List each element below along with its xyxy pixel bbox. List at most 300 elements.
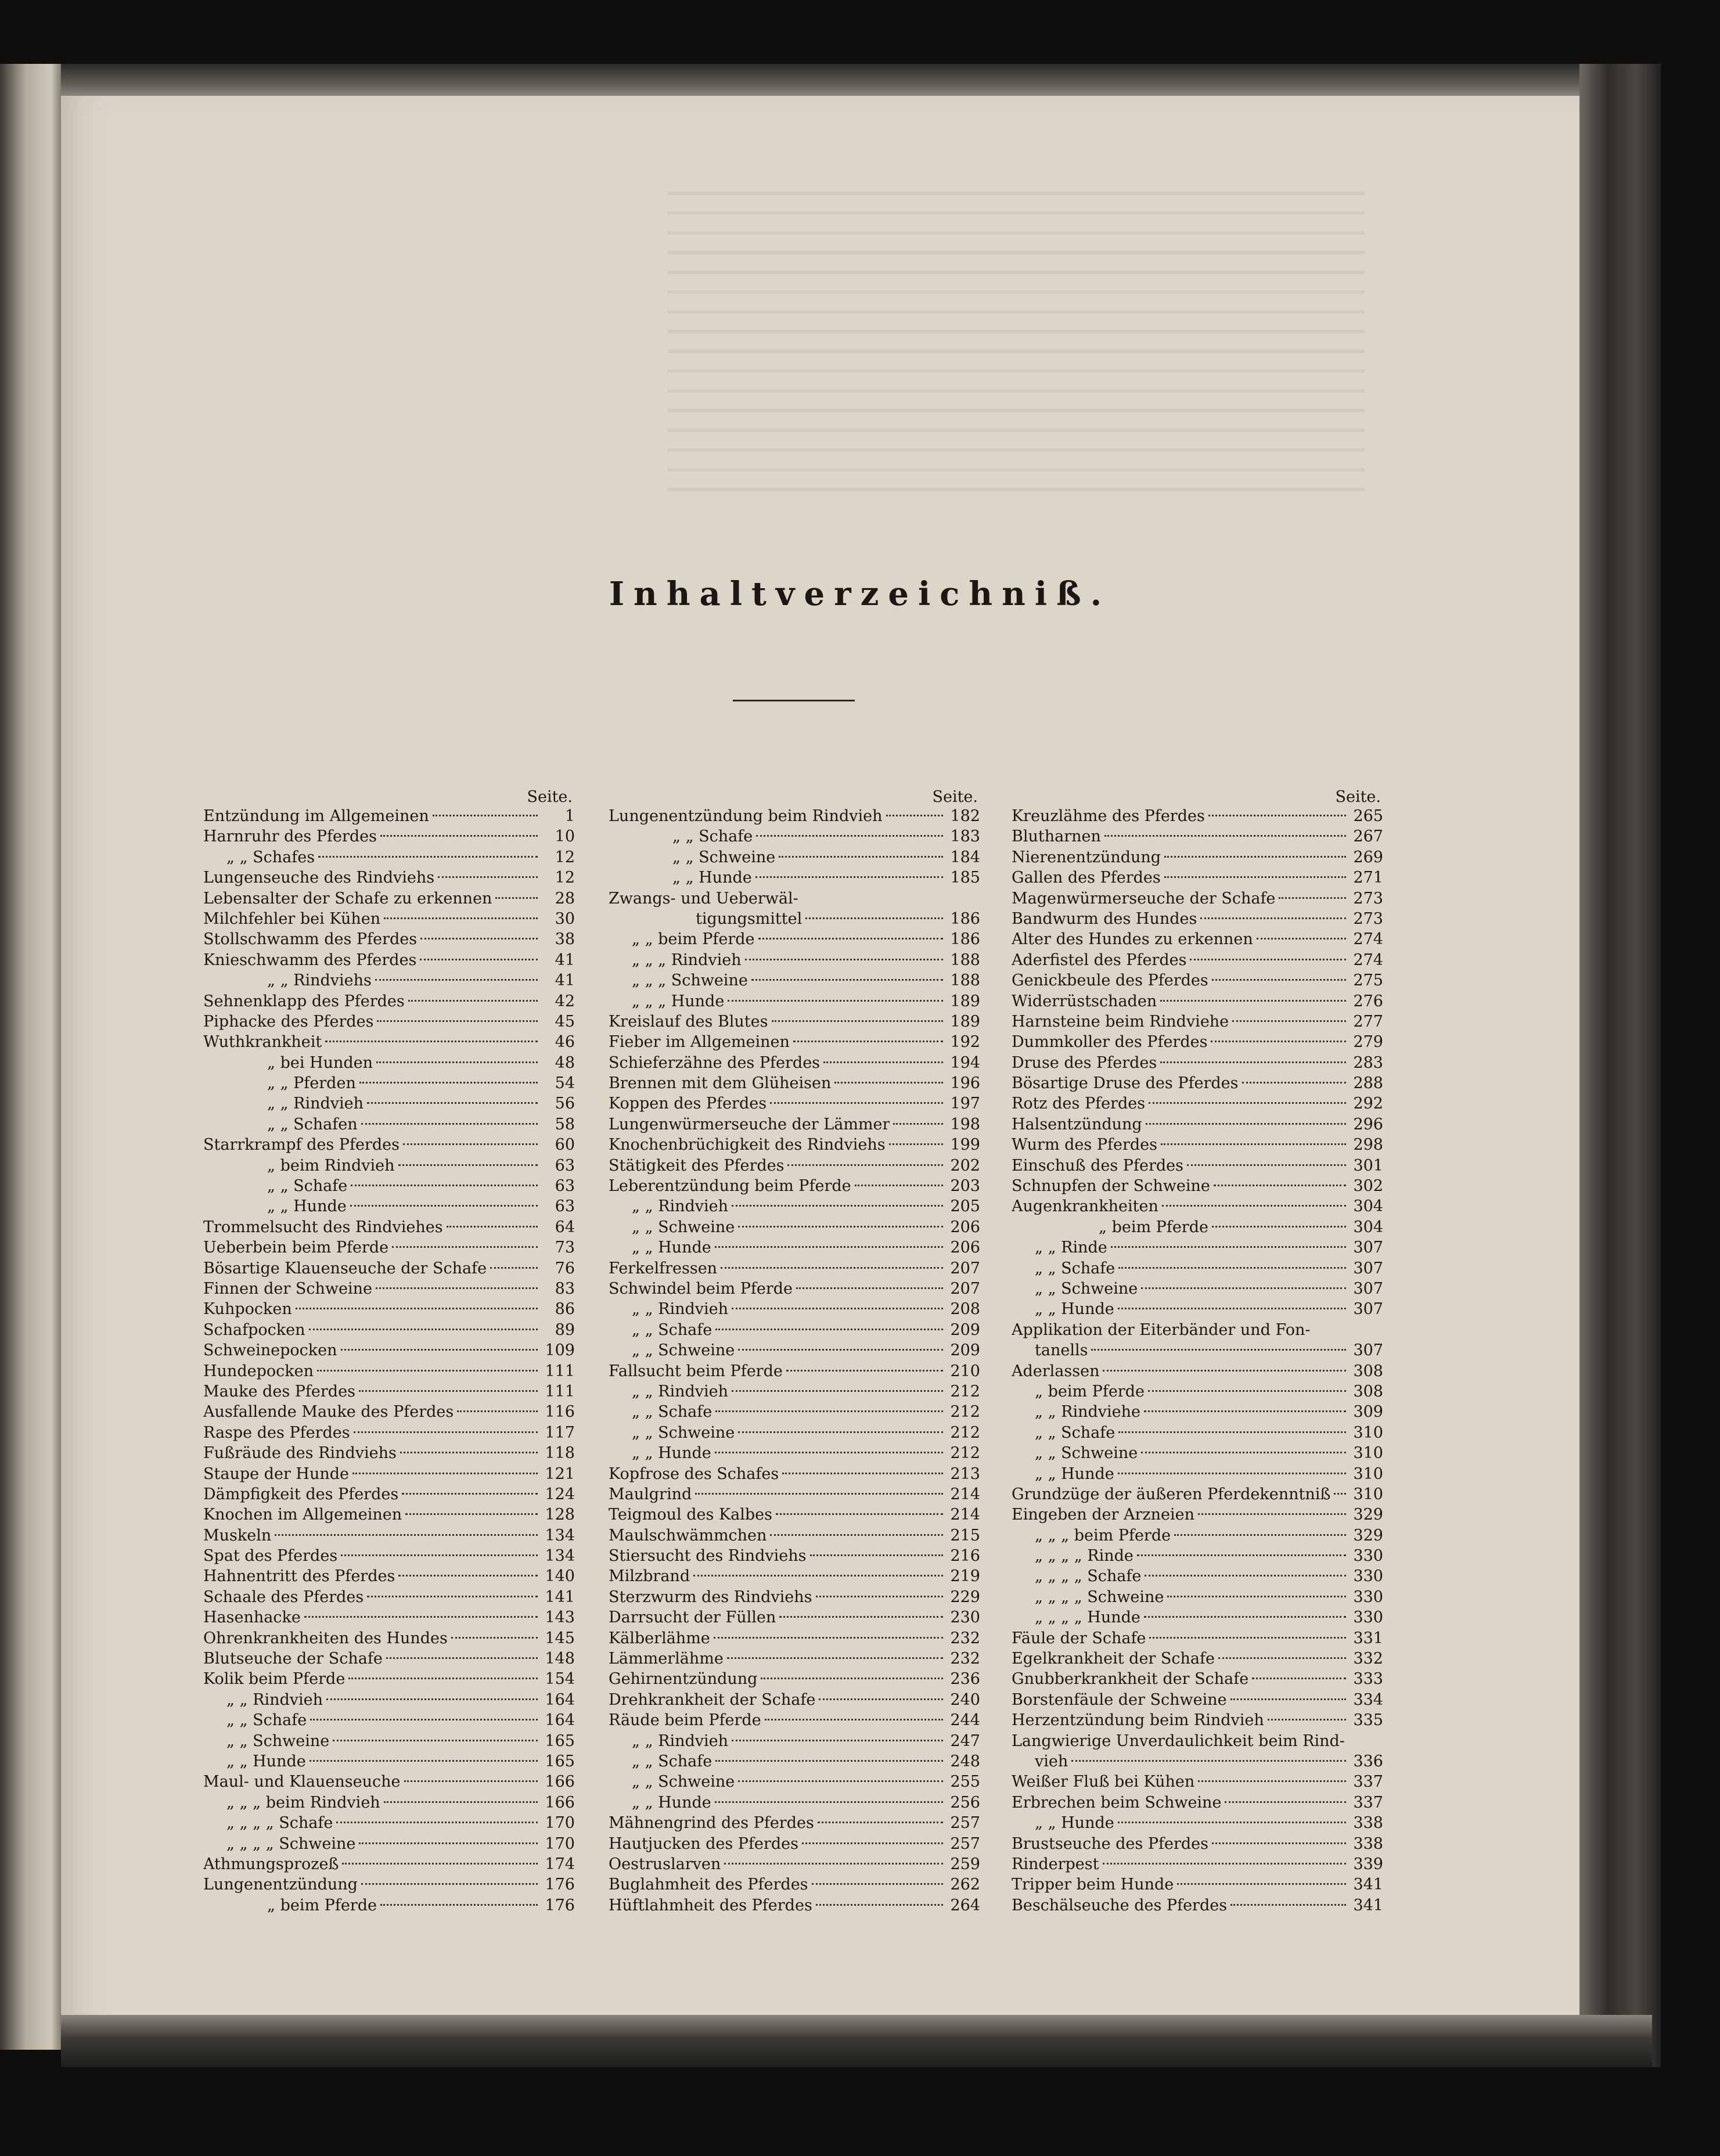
toc-entry-page: 274 bbox=[1353, 951, 1383, 969]
dot-leader bbox=[1160, 1000, 1346, 1002]
toc-entry-label: „ „ Hunde bbox=[632, 1239, 711, 1257]
toc-entry bbox=[203, 1073, 575, 1093]
toc-entry-page: 174 bbox=[545, 1855, 575, 1873]
toc-entry bbox=[609, 1381, 980, 1402]
dot-leader bbox=[1118, 1308, 1346, 1309]
toc-entry-page: 124 bbox=[545, 1485, 575, 1503]
toc-entry bbox=[1012, 1649, 1383, 1669]
toc-entry-label: Gallen des Pferdes bbox=[1012, 869, 1161, 887]
toc-entry-label: Spat des Pferdes bbox=[203, 1547, 338, 1565]
toc-entry-label: „ beim Rindvieh bbox=[267, 1156, 395, 1175]
toc-entry-label: Knochenbrüchigkeit des Rindviehs bbox=[609, 1136, 886, 1154]
toc-entry bbox=[203, 1525, 575, 1546]
toc-entry-label: „ „ Rindviehe bbox=[1035, 1403, 1141, 1421]
toc-entry bbox=[609, 1176, 980, 1196]
toc-entry-page: 274 bbox=[1353, 930, 1383, 949]
dot-leader bbox=[805, 917, 943, 919]
toc-entry-page: 309 bbox=[1353, 1403, 1383, 1421]
toc-entry bbox=[609, 868, 980, 888]
dot-leader bbox=[420, 959, 538, 960]
toc-entry-label: „ „ Schafe bbox=[226, 1711, 307, 1730]
toc-entry bbox=[609, 1012, 980, 1032]
toc-entry bbox=[609, 1093, 980, 1114]
toc-entry bbox=[1012, 1874, 1383, 1895]
toc-entry-page: 206 bbox=[950, 1218, 980, 1236]
dot-leader bbox=[1268, 1719, 1346, 1721]
dot-leader bbox=[1212, 979, 1346, 981]
toc-entry bbox=[609, 1607, 980, 1628]
toc-entry bbox=[609, 1217, 980, 1237]
toc-entry-label: Zwangs- und Ueberwäl- bbox=[609, 889, 798, 908]
toc-entry bbox=[1012, 1628, 1383, 1649]
toc-entry-label: Herzentzündung beim Rindvieh bbox=[1012, 1711, 1264, 1730]
toc-entry bbox=[609, 806, 980, 826]
toc-entry bbox=[203, 868, 575, 888]
toc-entry-label: Athmungsprozeß bbox=[203, 1855, 339, 1873]
dot-leader bbox=[765, 1719, 943, 1721]
toc-entry-page: 63 bbox=[555, 1156, 575, 1175]
toc-entry bbox=[609, 1649, 980, 1669]
toc-entry-label: Schweinepocken bbox=[203, 1341, 337, 1360]
toc-entry-page: 273 bbox=[1353, 909, 1383, 928]
toc-entry bbox=[1012, 888, 1383, 909]
toc-entry-page: 298 bbox=[1353, 1136, 1383, 1154]
toc-entry-page: 116 bbox=[545, 1403, 575, 1421]
toc-entry-label: Ueberbein beim Pferde bbox=[203, 1239, 389, 1257]
toc-entry-label: „ „ „ „ Rinde bbox=[1035, 1547, 1134, 1565]
toc-entry-page: 205 bbox=[950, 1197, 980, 1216]
dot-leader bbox=[342, 1863, 538, 1865]
dot-leader bbox=[779, 856, 943, 858]
dot-leader bbox=[350, 1205, 538, 1207]
toc-entry-page: 143 bbox=[545, 1608, 575, 1627]
toc-entry-page: 128 bbox=[545, 1506, 575, 1524]
dot-leader bbox=[359, 1390, 538, 1392]
toc-entry-label: „ „ Schafe bbox=[632, 1403, 713, 1421]
dot-leader bbox=[756, 835, 943, 837]
toc-entry-page: 208 bbox=[950, 1300, 980, 1319]
seite-header: Seite. bbox=[1335, 788, 1381, 806]
toc-entry-label: Rinderpest bbox=[1012, 1855, 1099, 1873]
dot-leader bbox=[304, 1616, 538, 1618]
dot-leader bbox=[1252, 1678, 1346, 1679]
toc-entry bbox=[609, 950, 980, 970]
dot-leader bbox=[310, 1760, 538, 1762]
toc-entry-page: 196 bbox=[950, 1074, 980, 1093]
toc-entry-label: „ „ Schafe bbox=[1035, 1423, 1116, 1442]
toc-entry-page: 255 bbox=[950, 1773, 980, 1791]
toc-entry bbox=[1012, 1114, 1383, 1135]
dot-leader bbox=[1149, 1102, 1346, 1104]
toc-entry bbox=[203, 1340, 575, 1360]
toc-entry-page: 277 bbox=[1353, 1012, 1383, 1031]
dot-leader bbox=[751, 979, 943, 981]
toc-entry-page: 121 bbox=[545, 1464, 575, 1483]
toc-entry-label: „ „ Hunde bbox=[1035, 1300, 1114, 1319]
dot-leader bbox=[380, 835, 538, 837]
toc-entry bbox=[609, 1237, 980, 1258]
toc-entry-page: 198 bbox=[950, 1115, 980, 1133]
toc-entry-label: Piphacke des Pferdes bbox=[203, 1012, 374, 1031]
dot-leader bbox=[400, 1452, 538, 1453]
toc-entry-label: Dämpfigkeit des Pferdes bbox=[203, 1485, 399, 1503]
toc-entry-label: Eingeben der Arzneien bbox=[1012, 1506, 1194, 1524]
toc-entry-label: „ „ Rindvieh bbox=[267, 1095, 364, 1113]
toc-entry bbox=[609, 1793, 980, 1813]
dot-leader bbox=[341, 1349, 538, 1351]
toc-entry-label: „ „ Rindvieh bbox=[632, 1197, 729, 1216]
toc-entry-label: „ beim Pferde bbox=[1035, 1382, 1145, 1401]
toc-entry bbox=[1012, 970, 1383, 991]
dot-leader bbox=[1232, 1020, 1346, 1022]
toc-entry bbox=[1012, 1566, 1383, 1586]
toc-entry-label: Blutharnen bbox=[1012, 827, 1101, 846]
dot-leader bbox=[1144, 1616, 1346, 1618]
toc-entry-label: Darrsucht der Füllen bbox=[609, 1608, 776, 1627]
toc-entry bbox=[1012, 868, 1383, 888]
dot-leader bbox=[386, 1657, 538, 1659]
dot-leader bbox=[341, 1554, 538, 1556]
toc-entry-label: „ „ Hunde bbox=[226, 1752, 306, 1770]
toc-entry-page: 83 bbox=[555, 1279, 575, 1298]
toc-entry bbox=[1012, 826, 1383, 847]
toc-entry bbox=[203, 1649, 575, 1669]
toc-entry bbox=[1012, 1156, 1383, 1176]
dot-leader bbox=[1145, 1575, 1346, 1576]
dot-leader bbox=[361, 1123, 538, 1125]
dot-leader bbox=[1071, 1760, 1346, 1762]
toc-entry bbox=[203, 1751, 575, 1772]
dot-leader bbox=[1190, 959, 1346, 960]
toc-entry bbox=[1012, 950, 1383, 970]
toc-entry bbox=[203, 1443, 575, 1463]
toc-entry-page: 212 bbox=[950, 1382, 980, 1401]
toc-entry-page: 176 bbox=[545, 1896, 575, 1914]
toc-entry-page: 236 bbox=[950, 1670, 980, 1689]
toc-entry-page: 209 bbox=[950, 1341, 980, 1360]
toc-entry-label: Fäule der Schafe bbox=[1012, 1629, 1146, 1647]
toc-entry-page: 336 bbox=[1353, 1752, 1383, 1770]
toc-entry bbox=[203, 1299, 575, 1319]
toc-entry-page: 145 bbox=[545, 1629, 575, 1647]
dot-leader bbox=[834, 1082, 943, 1084]
toc-entry bbox=[1012, 1731, 1383, 1751]
toc-entry-page: 339 bbox=[1353, 1855, 1383, 1873]
toc-entry-label: „ „ „ beim Pferde bbox=[1035, 1526, 1171, 1545]
toc-entry-page: 335 bbox=[1353, 1711, 1383, 1730]
toc-entry-label: Stätigkeit des Pferdes bbox=[609, 1156, 785, 1175]
dot-leader bbox=[367, 1596, 538, 1597]
dot-leader bbox=[823, 1061, 943, 1063]
toc-entry bbox=[1012, 1340, 1383, 1360]
dot-leader bbox=[818, 1822, 943, 1823]
toc-entry-page: 154 bbox=[545, 1670, 575, 1689]
dot-leader bbox=[1230, 1904, 1346, 1906]
toc-entry-page: 89 bbox=[555, 1320, 575, 1339]
toc-entry bbox=[1012, 1053, 1383, 1073]
toc-entry-page: 212 bbox=[950, 1444, 980, 1463]
dot-leader bbox=[398, 1575, 538, 1576]
toc-entry bbox=[1012, 1135, 1383, 1155]
dot-leader bbox=[447, 1226, 538, 1228]
dot-leader bbox=[1177, 1883, 1346, 1885]
dot-leader bbox=[714, 1637, 943, 1639]
toc-entry-label: Wurm des Pferdes bbox=[1012, 1136, 1158, 1154]
toc-entry-label: Staupe der Hunde bbox=[203, 1464, 350, 1483]
toc-entry-label: Schnupfen der Schweine bbox=[1012, 1177, 1210, 1196]
dot-leader bbox=[359, 1842, 538, 1844]
toc-entry-label: Halsentzündung bbox=[1012, 1115, 1142, 1133]
toc-entry bbox=[1012, 1793, 1383, 1813]
toc-entry bbox=[203, 1504, 575, 1525]
dot-leader bbox=[732, 1390, 943, 1392]
toc-entry bbox=[609, 1525, 980, 1546]
toc-entry bbox=[1012, 1217, 1383, 1237]
toc-entry bbox=[1012, 1710, 1383, 1730]
dot-leader bbox=[695, 1493, 943, 1495]
toc-entry bbox=[203, 1669, 575, 1689]
dot-leader bbox=[786, 1370, 943, 1372]
dot-leader bbox=[1334, 1493, 1346, 1495]
toc-entry-label: Mauke des Pferdes bbox=[203, 1382, 355, 1401]
toc-entry-page: 1 bbox=[564, 807, 575, 825]
dot-leader bbox=[738, 1226, 943, 1228]
toc-entry-label: „ „ Rindvieh bbox=[632, 1732, 729, 1750]
toc-entry-label: „ „ Schafe bbox=[632, 1752, 713, 1770]
dot-leader bbox=[1141, 1287, 1346, 1289]
toc-entry-page: 310 bbox=[1353, 1444, 1383, 1463]
toc-entry-page: 283 bbox=[1353, 1053, 1383, 1072]
toc-entry-page: 329 bbox=[1353, 1526, 1383, 1545]
toc-entry-page: 271 bbox=[1353, 869, 1383, 887]
dot-leader bbox=[732, 1308, 943, 1309]
dot-leader bbox=[1279, 897, 1346, 899]
toc-entry bbox=[1012, 1834, 1383, 1854]
toc-entry-label: Gehirnentzündung bbox=[609, 1670, 758, 1689]
toc-entry-label: Mähnengrind des Pferdes bbox=[609, 1814, 814, 1833]
toc-entry-page: 330 bbox=[1353, 1588, 1383, 1606]
toc-entry bbox=[1012, 1093, 1383, 1114]
toc-entry bbox=[609, 1196, 980, 1216]
toc-entry-page: 262 bbox=[950, 1876, 980, 1894]
toc-entry bbox=[203, 1156, 575, 1176]
toc-entry-label: Schaale des Pferdes bbox=[203, 1588, 364, 1606]
dot-leader bbox=[326, 1698, 538, 1700]
dot-leader bbox=[761, 1678, 943, 1679]
binding-board-top bbox=[61, 64, 1652, 96]
dot-leader bbox=[715, 1452, 943, 1453]
toc-entry bbox=[203, 1566, 575, 1586]
toc-entry-label: „ „ Schweine bbox=[1035, 1444, 1138, 1463]
toc-entry-label: Finnen der Schweine bbox=[203, 1279, 372, 1298]
toc-entry-page: 38 bbox=[555, 930, 575, 949]
toc-entry bbox=[609, 1073, 980, 1093]
toc-entry-page: 213 bbox=[950, 1464, 980, 1483]
toc-entry-page: 182 bbox=[950, 807, 980, 825]
toc-entry-label: Maulschwämmchen bbox=[609, 1526, 767, 1545]
toc-entry-label: „ „ „ Schweine bbox=[632, 971, 748, 990]
toc-entry bbox=[609, 888, 980, 909]
dot-leader bbox=[1211, 1041, 1346, 1042]
toc-entry-page: 189 bbox=[950, 992, 980, 1010]
toc-entry-label: „ „ Schweine bbox=[672, 848, 776, 866]
toc-entry bbox=[203, 1114, 575, 1135]
toc-entry-page: 212 bbox=[950, 1423, 980, 1442]
toc-entry-label: „ „ Schweine bbox=[632, 1423, 735, 1442]
toc-entry bbox=[203, 806, 575, 826]
toc-entry-label: Augenkrankheiten bbox=[1012, 1197, 1158, 1216]
toc-entry bbox=[1012, 1361, 1383, 1381]
dot-leader bbox=[1118, 1267, 1346, 1269]
toc-entry bbox=[1012, 1525, 1383, 1546]
toc-entry-page: 307 bbox=[1353, 1300, 1383, 1319]
toc-entry-page: 73 bbox=[555, 1239, 575, 1257]
toc-entry-label: Druse des Pferdes bbox=[1012, 1053, 1157, 1072]
dot-leader bbox=[1164, 856, 1346, 858]
toc-entry-label: „ „ Hunde bbox=[672, 869, 752, 887]
dot-leader bbox=[310, 1719, 538, 1721]
toc-entry bbox=[609, 1443, 980, 1463]
dot-leader bbox=[770, 1102, 943, 1104]
toc-entry-page: 292 bbox=[1353, 1095, 1383, 1113]
toc-entry bbox=[203, 1135, 575, 1155]
toc-entry-label: Widerrüstschaden bbox=[1012, 992, 1157, 1010]
toc-entry-page: 46 bbox=[555, 1033, 575, 1052]
toc-entry-label: Raspe des Pferdes bbox=[203, 1423, 350, 1442]
toc-entry bbox=[203, 1217, 575, 1237]
dot-leader bbox=[309, 1329, 538, 1330]
toc-entry-page: 164 bbox=[545, 1690, 575, 1709]
toc-entry-page: 140 bbox=[545, 1567, 575, 1586]
toc-entry-page: 207 bbox=[950, 1259, 980, 1277]
toc-entry-label: Entzündung im Allgemeinen bbox=[203, 807, 429, 825]
dot-leader bbox=[1198, 1513, 1346, 1515]
toc-entry-label: Fußräude des Rindviehs bbox=[203, 1444, 397, 1463]
toc-entry-label: „ „ Schweine bbox=[1035, 1279, 1138, 1298]
toc-entry-page: 332 bbox=[1353, 1650, 1383, 1668]
toc-entry bbox=[203, 1772, 575, 1792]
toc-entry-page: 185 bbox=[950, 869, 980, 887]
toc-entry-label: „ „ „ Rindvieh bbox=[632, 951, 742, 969]
facing-page-edge bbox=[0, 64, 64, 2050]
toc-entry-page: 304 bbox=[1353, 1197, 1383, 1216]
toc-entry-page: 134 bbox=[545, 1526, 575, 1545]
dot-leader bbox=[495, 897, 538, 899]
toc-entry-label: „ „ „ „ Schweine bbox=[1035, 1588, 1164, 1606]
dot-leader bbox=[810, 1554, 943, 1556]
dot-leader bbox=[275, 1534, 538, 1536]
toc-entry-page: 41 bbox=[555, 971, 575, 990]
toc-entry bbox=[609, 1546, 980, 1566]
toc-entry bbox=[203, 970, 575, 991]
toc-entry bbox=[203, 1731, 575, 1751]
toc-entry-page: 10 bbox=[555, 827, 575, 846]
toc-entry bbox=[609, 1484, 980, 1504]
toc-entry bbox=[203, 1053, 575, 1073]
dot-leader bbox=[384, 917, 538, 919]
toc-entry-page: 240 bbox=[950, 1690, 980, 1709]
dot-leader bbox=[886, 815, 944, 816]
toc-entry-page: 176 bbox=[545, 1876, 575, 1894]
toc-entry bbox=[1012, 1237, 1383, 1258]
dot-leader bbox=[732, 1205, 943, 1207]
toc-entry-label: Bösartige Klauenseuche der Schafe bbox=[203, 1259, 487, 1277]
toc-entry-page: 111 bbox=[545, 1382, 575, 1401]
toc-entry-page: 12 bbox=[555, 869, 575, 887]
toc-entry bbox=[1012, 847, 1383, 868]
toc-entry bbox=[609, 1895, 980, 1916]
toc-entry-page: 209 bbox=[950, 1320, 980, 1339]
dot-leader bbox=[318, 856, 538, 858]
toc-entry-label: tigungsmittel bbox=[696, 909, 803, 928]
dot-leader bbox=[779, 1616, 943, 1618]
dot-leader bbox=[1167, 1596, 1346, 1597]
toc-entry-page: 337 bbox=[1353, 1773, 1383, 1791]
dot-leader bbox=[732, 1740, 943, 1741]
toc-entry-page: 247 bbox=[950, 1732, 980, 1750]
toc-entry-page: 48 bbox=[555, 1053, 575, 1072]
toc-entry bbox=[203, 909, 575, 929]
toc-entry-page: 202 bbox=[950, 1156, 980, 1175]
dot-leader bbox=[1242, 1082, 1346, 1084]
dot-leader bbox=[457, 1410, 538, 1412]
dot-leader bbox=[728, 1000, 943, 1002]
toc-entry bbox=[203, 929, 575, 949]
dot-leader bbox=[1230, 1698, 1346, 1700]
dot-leader bbox=[1162, 1205, 1346, 1207]
dot-leader bbox=[1208, 815, 1346, 816]
toc-entry-label: Lungenentzündung beim Rindvieh bbox=[609, 807, 883, 825]
toc-entry-page: 76 bbox=[555, 1259, 575, 1277]
toc-entry bbox=[203, 1484, 575, 1504]
toc-entry bbox=[609, 1135, 980, 1155]
toc-entry bbox=[203, 1381, 575, 1402]
toc-entry-label: Kreuzlähme des Pferdes bbox=[1012, 807, 1205, 825]
toc-entry-label: Blutseuche der Schafe bbox=[203, 1650, 383, 1668]
toc-entry-label: Oestruslarven bbox=[609, 1855, 721, 1873]
toc-entry-page: 41 bbox=[555, 951, 575, 969]
dot-leader bbox=[855, 1185, 943, 1186]
toc-entry bbox=[203, 826, 575, 847]
toc-entry-page: 230 bbox=[950, 1608, 980, 1627]
toc-entry-label: „ „ Rindvieh bbox=[632, 1382, 729, 1401]
toc-entry bbox=[1012, 1196, 1383, 1216]
toc-entry-page: 111 bbox=[545, 1362, 575, 1380]
toc-entry-page: 307 bbox=[1353, 1341, 1383, 1360]
toc-entry-label: Stiersucht des Rindviehs bbox=[609, 1547, 807, 1565]
dot-leader bbox=[377, 1020, 538, 1022]
toc-entry-label: Lämmerlähme bbox=[609, 1650, 724, 1668]
toc-entry bbox=[609, 1340, 980, 1360]
toc-entry-label: Aderlassen bbox=[1012, 1362, 1100, 1380]
toc-entry bbox=[609, 1032, 980, 1052]
toc-entry-page: 216 bbox=[950, 1547, 980, 1565]
toc-entry bbox=[609, 929, 980, 949]
toc-entry-page: 12 bbox=[555, 848, 575, 866]
toc-entry-page: 275 bbox=[1353, 971, 1383, 990]
toc-entry-label: Sehnenklapp des Pferdes bbox=[203, 992, 405, 1010]
toc-entry-label: Rotz des Pferdes bbox=[1012, 1095, 1146, 1113]
toc-entry-label: Lungenentzündung bbox=[203, 1876, 358, 1894]
toc-entry-label: „ „ „ „ Hunde bbox=[1035, 1608, 1140, 1627]
toc-entry-page: 165 bbox=[545, 1752, 575, 1770]
toc-entry bbox=[1012, 1443, 1383, 1463]
toc-entry-page: 109 bbox=[545, 1341, 575, 1360]
toc-entry-label: „ „ Schafe bbox=[632, 1320, 713, 1339]
toc-entry-label: Hahnentritt des Pferdes bbox=[203, 1567, 395, 1586]
toc-entry bbox=[1012, 1669, 1383, 1689]
toc-entry-page: 338 bbox=[1353, 1814, 1383, 1833]
